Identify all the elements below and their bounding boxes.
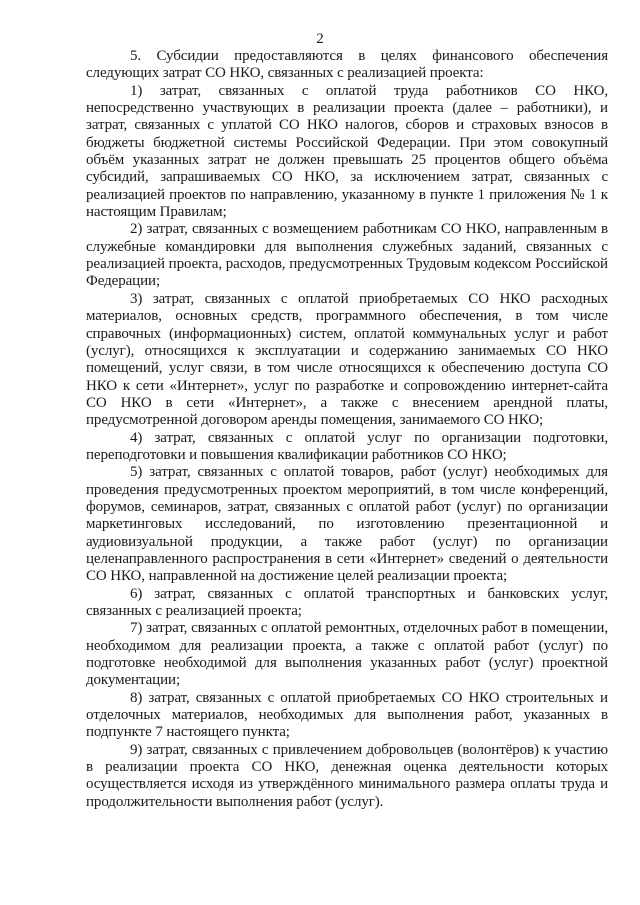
paragraph-item-8: 8) затрат, связанных с оплатой приобретаемых СО НКО строительных и отделочных материалов, необходимых для выполнения работ, указанных в подпункте 7 настоящего пункта; xyxy=(86,689,608,741)
paragraph-item-5: 5) затрат, связанных с оплатой товаров, работ (услуг) необходимых для проведения предусмотренных проектом мероприятий, в том числе конференций, форумов, семинаров, затрат, связанных с оплатой работ (услуг) по организации маркетинговых исследований, по изготовлению презентационной и аудиовизуальной продукции, а также работ (услуг) по организации целенаправленного распространения в сети «Интернет» сведений о деятельности СО НКО, направленной на достижение целей реализации проекта; xyxy=(86,464,608,585)
paragraph-item-2: 2) затрат, связанных с возмещением работникам СО НКО, направленным в служебные командировки для выполнения служебных заданий, связанных с реализацией проекта, расходов, предусмотренных Трудовым кодексом Российской Федерации; xyxy=(86,221,608,290)
paragraph-item-7: 7) затрат, связанных с оплатой ремонтных, отделочных работ в помещении, необходимом для реализации проекта, а также с оплатой работ (услуг) по подготовке необходимой для выполнения указанных работ (услуг) проектной документации; xyxy=(86,620,608,689)
paragraph-item-1: 1) затрат, связанных с оплатой труда работников СО НКО, непосредственно участвующих в реализации проекта (далее – работники), и затрат, связанных с уплатой СО НКО налогов, сборов и страховых взносов в бюджеты бюджетной системы Российской Федерации. При этом совокупный объём указанных затрат не должен превышать 25 процентов общего объёма субсидий, запрашиваемых СО НКО, за исключением затрат, связанных с реализацией проектов по направлению, указанному в пункте 1 приложения № 1 к настоящим Правилам; xyxy=(86,82,608,221)
document-body xyxy=(86,48,608,811)
page-number: 2 xyxy=(316,31,324,47)
paragraph-item-3: 3) затрат, связанных с оплатой приобретаемых СО НКО расходных материалов, основных средств, программного обеспечения, в том числе справочных (информационных) систем, оплатой коммунальных услуг и работ (услуг), относящихся к эксплуатации и содержанию занимаемых СО НКО помещений, услуг связи, в том числе относящихся к обеспечению доступа СО НКО к сети «Интернет», услуг по разработке и сопровождению интернет-сайта СО НКО в сети «Интернет», а также с внесением арендной платы, предусмотренной договором аренды помещения, занимаемого СО НКО; xyxy=(86,290,608,429)
paragraph-item-4: 4) затрат, связанных с оплатой услуг по организации подготовки, переподготовки и повышения квалификации работников СО НКО; xyxy=(86,429,608,463)
paragraph-item-9: 9) затрат, связанных с привлечением добровольцев (волонтёров) к участию в реализации проекта СО НКО, денежная оценка деятельности которых осуществляется исходя из утверждённого минимального размера оплаты труда и продолжительности выполнения работ (услуг). xyxy=(86,741,608,810)
paragraph-5-intro: 5. Субсидии предоставляются в целях финансового обеспечения следующих затрат СО НКО, связанных с реализацией проекта: xyxy=(86,48,608,82)
paragraph-item-6: 6) затрат, связанных с оплатой транспортных и банковских услуг, связанных с реализацией проекта; xyxy=(86,585,608,619)
